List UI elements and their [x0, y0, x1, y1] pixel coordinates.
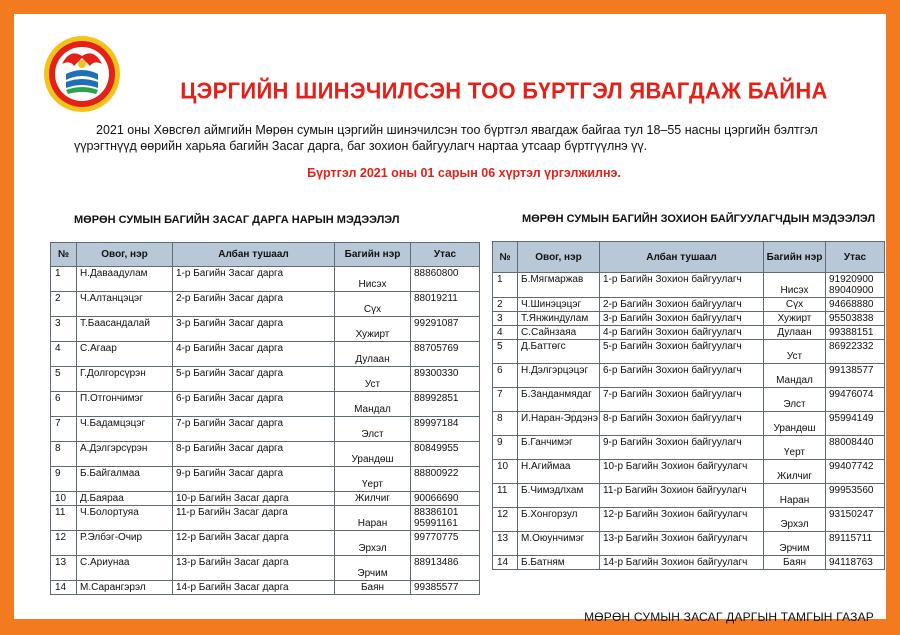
table-row	[493, 556, 885, 570]
position: 3-р Багийн Засаг дарга	[173, 317, 335, 342]
bag-name: Жилчиг	[335, 492, 411, 506]
table-row	[51, 417, 480, 442]
row-number: 11	[51, 506, 77, 531]
position: 2-р Багийн Засаг дарга	[173, 292, 335, 317]
phone: 88800922	[411, 467, 480, 492]
phone: 88008440	[826, 436, 885, 460]
full-name: Н.Агиймаа	[518, 460, 600, 484]
table-header-row	[493, 242, 885, 273]
position: 6-р Багийн Засаг дарга	[173, 392, 335, 417]
bag-name: Баян	[764, 556, 826, 570]
header-cell: Овог, нэр	[518, 242, 600, 273]
position: 8-р Багийн Засаг дарга	[173, 442, 335, 467]
full-name: Б.Занданмядаг	[518, 388, 600, 412]
phone: 88913486	[411, 556, 480, 581]
bag-name: Сүх	[335, 292, 411, 317]
table-row	[493, 412, 885, 436]
row-number: 12	[493, 508, 518, 532]
deadline-note: Бүртгэл 2021 оны 01 сарын 06 хүртэл үргэлжилнэ.	[307, 166, 621, 180]
row-number: 5	[493, 340, 518, 364]
bag-name: Уст	[764, 340, 826, 364]
bag-name: Үерт	[335, 467, 411, 492]
position: 5-р Багийн Засаг дарга	[173, 367, 335, 392]
table-row	[51, 392, 480, 417]
phone: 91920900 89040900	[826, 273, 885, 298]
full-name: Р.Элбэг-Очир	[77, 531, 173, 556]
phone: 89115711	[826, 532, 885, 556]
full-name: С.Агаар	[77, 342, 173, 367]
phone: 99388151	[826, 326, 885, 340]
table-row	[493, 460, 885, 484]
table-row	[51, 367, 480, 392]
organizers-section-title: МӨРӨН СУМЫН БАГИЙН ЗОХИОН БАЙГУУЛАГЧДЫН МЭДЭЭЛЭЛ	[522, 213, 876, 225]
phone: 88860800	[411, 267, 480, 292]
full-name: М.Оюунчимэг	[518, 532, 600, 556]
row-number: 11	[493, 484, 518, 508]
position: 2-р Багийн Зохион байгуулагч	[600, 298, 764, 312]
phone: 99291087	[411, 317, 480, 342]
bag-name: Урандөш	[764, 412, 826, 436]
full-name: С.Ариунаа	[77, 556, 173, 581]
row-number: 5	[51, 367, 77, 392]
full-name: Ч.Бадамцэцэг	[77, 417, 173, 442]
row-number: 8	[51, 442, 77, 467]
phone: 88705769	[411, 342, 480, 367]
full-name: Б.Мягмаржав	[518, 273, 600, 298]
full-name: Ч.Шинэцэцэг	[518, 298, 600, 312]
full-name: И.Наран-Эрдэнэ	[518, 412, 600, 436]
header-cell: Багийн нэр	[335, 243, 411, 267]
intro-paragraph: 2021 оны Хөвсгөл аймгийн Мөрөн сумын цэргийн шинэчилсэн тоо бүртгэл явагдаж байгаа тул 18–55 насны цэргийн бэлтгэл үүрэгтнүүд өөрийн харьяа багийн Засаг дарга, баг зохион байгуулагч нартаа утсаар бүртгүүлнэ үү.	[74, 123, 818, 153]
header-cell: №	[51, 243, 77, 267]
table-row	[493, 484, 885, 508]
table-row	[51, 581, 480, 595]
row-number: 3	[51, 317, 77, 342]
phone: 95994149	[826, 412, 885, 436]
full-name: Н.Даваадулам	[77, 267, 173, 292]
bag-name: Сүх	[764, 298, 826, 312]
full-name: М.Сарангэрэл	[77, 581, 173, 595]
position: 4-р Багийн Зохион байгуулагч	[600, 326, 764, 340]
bag-name: Элст	[764, 388, 826, 412]
header-cell: Албан тушаал	[600, 242, 764, 273]
table-row	[493, 326, 885, 340]
row-number: 9	[493, 436, 518, 460]
phone: 93150247	[826, 508, 885, 532]
position: 13-р Багийн Зохион байгуулагч	[600, 532, 764, 556]
full-name: Г.Долгорсүрэн	[77, 367, 173, 392]
position: 14-р Багийн Зохион байгуулагч	[600, 556, 764, 570]
row-number: 7	[493, 388, 518, 412]
phone: 99138577	[826, 364, 885, 388]
bag-name: Хужирт	[764, 312, 826, 326]
phone: 86922332	[826, 340, 885, 364]
table-row	[493, 532, 885, 556]
phone: 90066690	[411, 492, 480, 506]
full-name: П.Отгончимэг	[77, 392, 173, 417]
position: 14-р Багийн Засаг дарга	[173, 581, 335, 595]
full-name: Б.Батням	[518, 556, 600, 570]
phone: 99385577	[411, 581, 480, 595]
row-number: 9	[51, 467, 77, 492]
page-title: ЦЭРГИЙН ШИНЭЧИЛСЭН ТОО БҮРТГЭЛ ЯВАГДАЖ БАЙНА	[180, 77, 828, 104]
header-cell: Багийн нэр	[764, 242, 826, 273]
table-row	[493, 312, 885, 326]
organizers-table	[492, 241, 885, 570]
table-row	[51, 531, 480, 556]
bag-name: Эрхэл	[764, 508, 826, 532]
row-number: 3	[493, 312, 518, 326]
table-row	[51, 506, 480, 531]
position: 10-р Багийн Зохион байгуулагч	[600, 460, 764, 484]
full-name: Т.Баасандалай	[77, 317, 173, 342]
phone: 99407742	[826, 460, 885, 484]
position: 12-р Багийн Зохион байгуулагч	[600, 508, 764, 532]
table-row	[51, 317, 480, 342]
row-number: 1	[493, 273, 518, 298]
row-number: 10	[493, 460, 518, 484]
bag-name: Урандөш	[335, 442, 411, 467]
row-number: 6	[493, 364, 518, 388]
position: 5-р Багийн Зохион байгуулагч	[600, 340, 764, 364]
table-row	[493, 273, 885, 298]
position: 10-р Багийн Засаг дарга	[173, 492, 335, 506]
full-name: Д.Баяраа	[77, 492, 173, 506]
bag-name: Элст	[335, 417, 411, 442]
bag-name: Үерт	[764, 436, 826, 460]
bag-name: Нисэх	[335, 267, 411, 292]
table-row	[493, 364, 885, 388]
poster	[14, 14, 886, 624]
bag-name: Нисэх	[764, 273, 826, 298]
position: 12-р Багийн Засаг дарга	[173, 531, 335, 556]
row-number: 1	[51, 267, 77, 292]
table-row	[493, 436, 885, 460]
position: 7-р Багийн Зохион байгуулагч	[600, 388, 764, 412]
table-row	[51, 292, 480, 317]
bag-name: Дулаан	[335, 342, 411, 367]
phone: 94668880	[826, 298, 885, 312]
row-number: 10	[51, 492, 77, 506]
position: 11-р Багийн Засаг дарга	[173, 506, 335, 531]
row-number: 6	[51, 392, 77, 417]
full-name: С.Сайнзаяа	[518, 326, 600, 340]
phone: 99770775	[411, 531, 480, 556]
footer-organization: МӨРӨН СУМЫН ЗАСАГ ДАРГЫН ТАМГЫН ГАЗАР	[584, 610, 874, 624]
position: 1-р Багийн Зохион байгуулагч	[600, 273, 764, 298]
governors-table	[50, 242, 480, 595]
position: 11-р Багийн Зохион байгуулагч	[600, 484, 764, 508]
bag-name: Уст	[335, 367, 411, 392]
bag-name: Эрчим	[335, 556, 411, 581]
full-name: Б.Байгалмаа	[77, 467, 173, 492]
bag-name: Хужирт	[335, 317, 411, 342]
bag-name: Эрчим	[764, 532, 826, 556]
soum-emblem-icon	[42, 34, 122, 114]
bag-name: Эрхэл	[335, 531, 411, 556]
full-name: Ч.Алтанцэцэг	[77, 292, 173, 317]
full-name: Д.Баттөгс	[518, 340, 600, 364]
row-number: 8	[493, 412, 518, 436]
full-name: Н.Дэлгэрцэцэг	[518, 364, 600, 388]
row-number: 14	[493, 556, 518, 570]
position: 6-р Багийн Зохион байгуулагч	[600, 364, 764, 388]
full-name: Ч.Болортуяа	[77, 506, 173, 531]
phone: 88386101 95991161	[411, 506, 480, 531]
header-cell: Утас	[826, 242, 885, 273]
row-number: 14	[51, 581, 77, 595]
row-number: 2	[493, 298, 518, 312]
bag-name: Дулаан	[764, 326, 826, 340]
row-number: 13	[51, 556, 77, 581]
bag-name: Мандал	[764, 364, 826, 388]
position: 3-р Багийн Зохион байгуулагч	[600, 312, 764, 326]
header-cell: №	[493, 242, 518, 273]
table-row	[493, 508, 885, 532]
header-cell: Овог, нэр	[77, 243, 173, 267]
position: 1-р Багийн Засаг дарга	[173, 267, 335, 292]
bag-name: Наран	[335, 506, 411, 531]
table-row	[493, 340, 885, 364]
full-name: А.Дэлгэрсүрэн	[77, 442, 173, 467]
phone: 88019211	[411, 292, 480, 317]
position: 13-р Багийн Засаг дарга	[173, 556, 335, 581]
phone: 99476074	[826, 388, 885, 412]
full-name: Б.Ганчимэг	[518, 436, 600, 460]
position: 9-р Багийн Засаг дарга	[173, 467, 335, 492]
table-row	[51, 556, 480, 581]
phone: 89997184	[411, 417, 480, 442]
table-row	[51, 467, 480, 492]
row-number: 4	[493, 326, 518, 340]
row-number: 13	[493, 532, 518, 556]
header-cell: Албан тушаал	[173, 243, 335, 267]
position: 9-р Багийн Зохион байгуулагч	[600, 436, 764, 460]
table-header-row	[51, 243, 480, 267]
governors-section-title: МӨРӨН СУМЫН БАГИЙН ЗАСАГ ДАРГА НАРЫН МЭДЭЭЛЭЛ	[74, 214, 400, 226]
row-number: 2	[51, 292, 77, 317]
table-row	[51, 442, 480, 467]
bag-name: Мандал	[335, 392, 411, 417]
table-row	[51, 492, 480, 506]
position: 8-р Багийн Зохион байгуулагч	[600, 412, 764, 436]
table-row	[51, 342, 480, 367]
header-cell: Утас	[411, 243, 480, 267]
table-row	[493, 388, 885, 412]
table-row	[51, 267, 480, 292]
bag-name: Баян	[335, 581, 411, 595]
phone: 89300330	[411, 367, 480, 392]
phone: 88992851	[411, 392, 480, 417]
bag-name: Жилчиг	[764, 460, 826, 484]
row-number: 7	[51, 417, 77, 442]
table-row	[493, 298, 885, 312]
phone: 99953560	[826, 484, 885, 508]
row-number: 4	[51, 342, 77, 367]
position: 4-р Багийн Засаг дарга	[173, 342, 335, 367]
phone: 95503838	[826, 312, 885, 326]
phone: 80849955	[411, 442, 480, 467]
full-name: Б.Хонгорзул	[518, 508, 600, 532]
position: 7-р Багийн Засаг дарга	[173, 417, 335, 442]
full-name: Б.Чимэдлхам	[518, 484, 600, 508]
phone: 94118763	[826, 556, 885, 570]
bag-name: Наран	[764, 484, 826, 508]
row-number: 12	[51, 531, 77, 556]
full-name: Т.Янжиндулам	[518, 312, 600, 326]
